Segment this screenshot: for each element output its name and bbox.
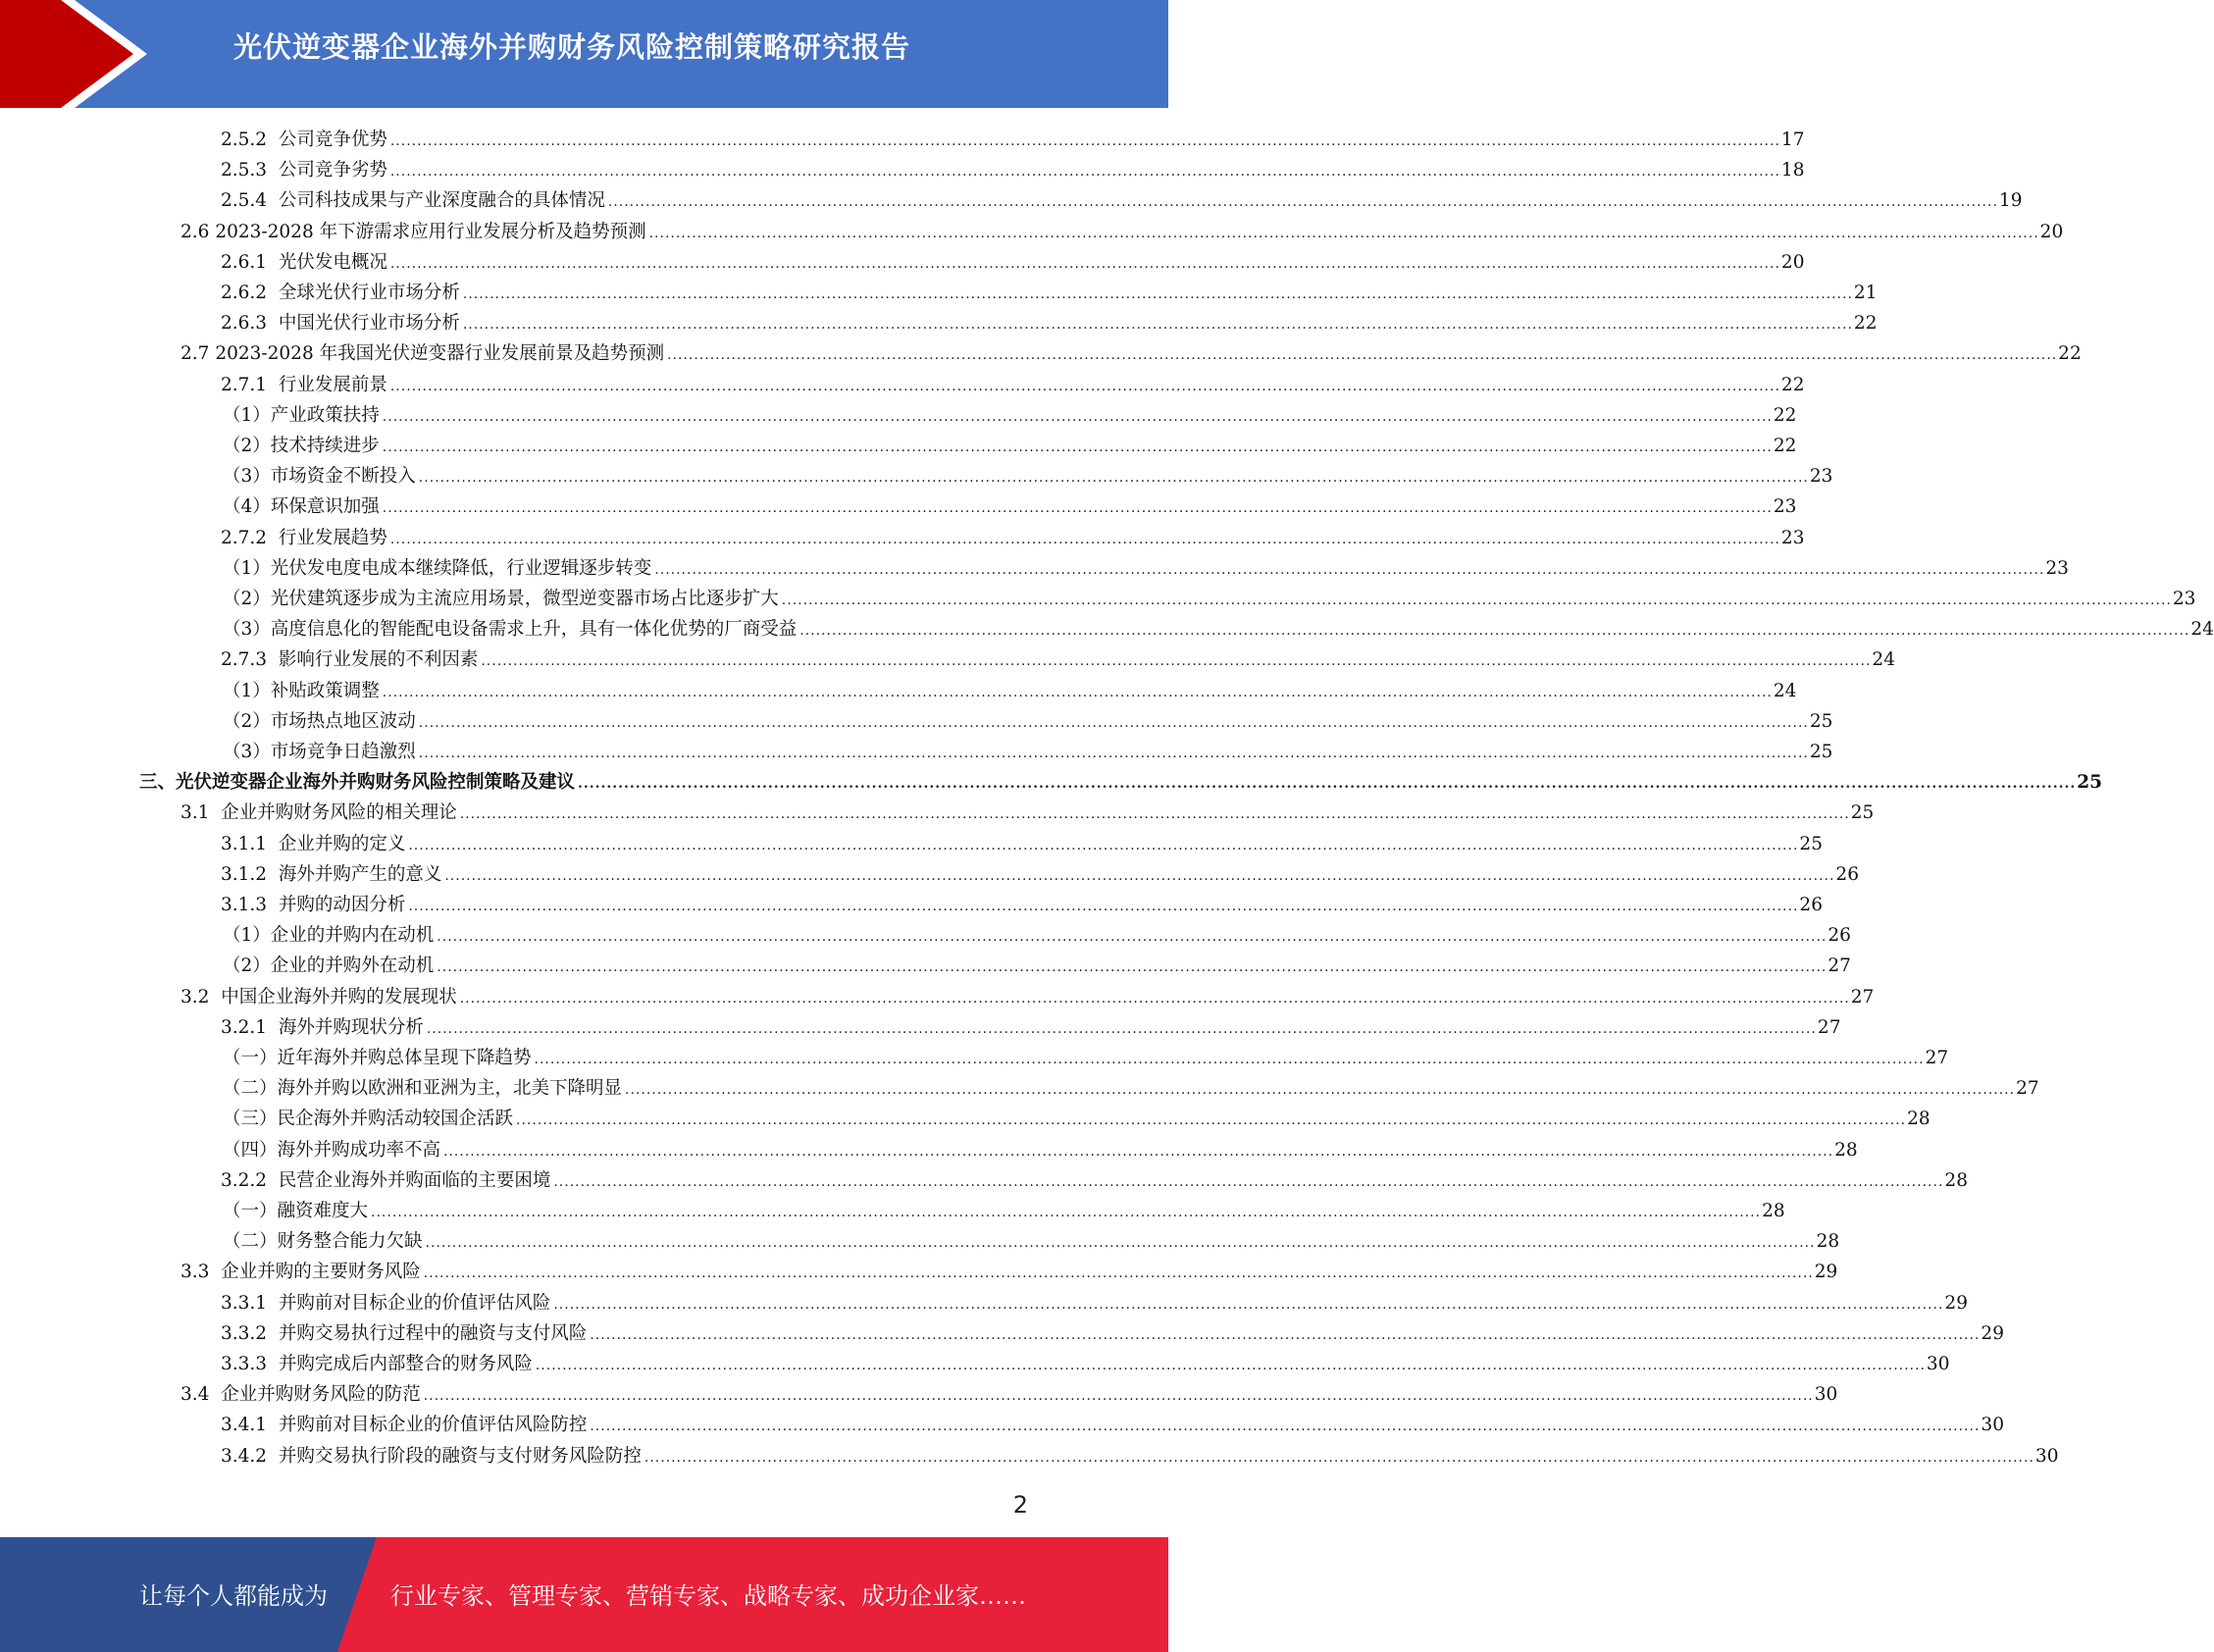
toc-entry[interactable]	[139, 767, 2103, 798]
toc-entry-title: 并购交易执行过程中的融资与支付风险	[278, 1322, 588, 1344]
toc-dot-leader: ....................................................................................................................................................................................................................................................................	[459, 990, 1850, 1007]
toc-entry-page: 21	[1853, 283, 1878, 303]
toc-entry-page: 25	[1809, 710, 1833, 732]
toc-entry[interactable]	[223, 491, 1797, 522]
toc-entry-number: 三、	[139, 772, 177, 794]
toc-dot-leader: ....................................................................................................................................................................................................................................................................	[462, 286, 1853, 302]
toc-entry-number: （2）	[223, 589, 271, 609]
toc-entry-title: 企业并购的定义	[278, 833, 406, 854]
toc-entry-title: 2023-2028 年下游需求应用行业发展分析及趋势预测	[215, 221, 646, 242]
toc-entry-title: 公司竞争优势	[278, 129, 387, 150]
toc-entry-page: 26	[1835, 863, 1859, 885]
toc-dot-leader: ....................................................................................................................................................................................................................................................................	[382, 500, 1773, 517]
toc-entry-page: 20	[1780, 251, 1805, 273]
toc-dot-leader: ....................................................................................................................................................................................................................................................................	[437, 959, 1828, 976]
toc-entry[interactable]	[223, 431, 1797, 461]
toc-entry[interactable]	[221, 890, 1823, 920]
toc-entry-page: 24	[2190, 619, 2214, 641]
toc-entry-page: 28	[1816, 1231, 1840, 1253]
toc-entry-page: 23	[2045, 557, 2069, 579]
toc-entry-page: 30	[1926, 1354, 1950, 1374]
toc-entry[interactable]	[221, 1012, 1841, 1043]
toc-entry[interactable]	[223, 951, 1851, 981]
toc-entry[interactable]	[221, 247, 1805, 278]
toc-entry-number: （2）	[223, 955, 271, 977]
toc-entry[interactable]	[180, 798, 1875, 828]
toc-entry-title: 行业发展趋势	[278, 527, 387, 548]
toc-entry-number: 3.1.2	[221, 863, 279, 885]
toc-entry-page: 27	[1817, 1016, 1841, 1038]
toc-entry-title: 海外并购产生的意义	[278, 863, 442, 885]
toc-dot-leader: ....................................................................................................................................................................................................................................................................	[389, 531, 1780, 547]
toc-entry-title: 市场竞争日趋激烈	[270, 742, 416, 762]
toc-entry-title: 海外并购以欧洲和亚洲为主，北美下降明显	[277, 1078, 623, 1100]
toc-dot-leader: ....................................................................................................................................................................................................................................................................	[578, 776, 2077, 793]
toc-dot-leader: ....................................................................................................................................................................................................................................................................	[382, 408, 1773, 425]
toc-entry-number: 3.4.1	[221, 1415, 279, 1436]
toc-entry-number: 2.5.2	[221, 129, 279, 150]
toc-entry-number: 2.7.2	[221, 527, 279, 548]
toc-entry-title: 高度信息化的智能配电设备需求上升，具有一体化优势的厂商受益	[270, 619, 798, 641]
toc-entry-page: 29	[1814, 1262, 1838, 1283]
toc-entry-title: 影响行业发展的不利因素	[278, 649, 479, 671]
toc-entry-number: 3.3	[180, 1262, 222, 1283]
toc-entry-number: 3.1.1	[221, 833, 279, 854]
toc-entry-page: 22	[1773, 404, 1797, 426]
toc-entry[interactable]	[223, 1073, 2039, 1104]
toc-dot-leader: ....................................................................................................................................................................................................................................................................	[389, 378, 1780, 394]
toc-entry[interactable]	[223, 1226, 1840, 1257]
toc-entry-number: 2.6.2	[221, 283, 279, 303]
toc-entry-page: 22	[1780, 374, 1805, 395]
toc-entry[interactable]	[223, 584, 2196, 614]
toc-entry-page: 29	[1981, 1322, 2004, 1344]
toc-entry-number: （二）	[223, 1078, 278, 1100]
toc-entry-title: 产业政策扶持	[270, 404, 380, 426]
toc-entry[interactable]	[221, 125, 1805, 155]
toc-entry-page: 30	[1981, 1415, 2004, 1436]
toc-entry[interactable]	[221, 1441, 2059, 1471]
toc-entry-title: 企业的并购内在动机	[270, 925, 435, 947]
toc-entry-number: 3.2.1	[221, 1016, 279, 1038]
toc-entry-page: 28	[1944, 1169, 1968, 1191]
toc-dot-leader: ....................................................................................................................................................................................................................................................................	[423, 1388, 1814, 1405]
toc-dot-leader: ....................................................................................................................................................................................................................................................................	[418, 470, 1809, 487]
toc-entry-number: 3.4	[180, 1384, 222, 1406]
toc-entry[interactable]	[221, 1288, 1968, 1318]
toc-entry-number: 2.5.3	[221, 160, 279, 181]
toc-entry-page: 23	[1780, 527, 1805, 548]
toc-dot-leader: ....................................................................................................................................................................................................................................................................	[444, 867, 1835, 884]
toc-dot-leader: ....................................................................................................................................................................................................................................................................	[423, 1265, 1814, 1282]
toc-entry-number: （一）	[223, 1201, 278, 1221]
toc-entry-number: （3）	[223, 619, 271, 641]
toc-entry-page: 30	[1814, 1384, 1838, 1406]
toc-entry-title: 并购前对目标企业的价值评估风险	[278, 1292, 551, 1314]
toc-entry-page: 30	[2034, 1445, 2059, 1467]
toc-entry-title: 民营企业海外并购面临的主要困境	[278, 1169, 551, 1191]
toc-dot-leader: ....................................................................................................................................................................................................................................................................	[389, 133, 1780, 149]
toc-entry[interactable]	[223, 1135, 1858, 1165]
toc-entry-title: 海外并购成功率不高	[277, 1139, 441, 1161]
toc-entry-title: 光伏发电概况	[278, 251, 387, 273]
toc-entry-title: 融资难度大	[277, 1201, 369, 1221]
toc-entry-number: 2.6.1	[221, 251, 279, 273]
toc-entry[interactable]	[180, 338, 2082, 369]
toc-entry-title: 补贴政策调整	[270, 680, 380, 701]
toc-entry-number: （1）	[223, 557, 271, 579]
toc-entry-number: （1）	[223, 925, 271, 947]
toc-entry[interactable]	[223, 553, 2069, 584]
footer-banner	[0, 1537, 1168, 1652]
toc-entry-page: 25	[1809, 742, 1833, 762]
toc-entry-number: 2.7.3	[221, 649, 279, 671]
toc-entry[interactable]	[180, 982, 1875, 1012]
toc-entry-number: （2）	[223, 710, 271, 732]
toc-dot-leader: ....................................................................................................................................................................................................................................................................	[382, 684, 1773, 700]
toc-dot-leader: ....................................................................................................................................................................................................................................................................	[799, 623, 2190, 640]
toc-entry[interactable]	[221, 370, 1805, 400]
footer-slogan-right: 行业专家、管理专家、营销专家、战略专家、成功企业家……	[390, 1582, 1026, 1610]
toc-dot-leader: ....................................................................................................................................................................................................................................................................	[535, 1358, 1926, 1373]
toc-entry-number: 2.7.1	[221, 374, 279, 395]
toc-entry-number: 2.7	[180, 343, 216, 365]
toc-entry-number: 2.5.4	[221, 190, 279, 212]
toc-entry-title: 公司科技成果与产业深度融合的具体情况	[278, 190, 605, 212]
toc-entry-number: （3）	[223, 742, 271, 762]
toc-entry-number: 2.6.3	[221, 313, 279, 335]
toc-entry-number: 2.6	[180, 221, 216, 242]
toc-entry-page: 28	[1762, 1201, 1785, 1221]
toc-entry-number: （三）	[223, 1109, 278, 1130]
toc-entry-title: 环保意识加强	[270, 496, 380, 518]
toc-entry-page: 24	[1872, 649, 1895, 671]
toc-dot-leader: ....................................................................................................................................................................................................................................................................	[481, 653, 1872, 670]
toc-entry[interactable]	[180, 1257, 1838, 1287]
toc-entry-page: 19	[1998, 190, 2023, 212]
toc-entry[interactable]	[223, 1196, 1785, 1226]
toc-entry-page: 27	[1850, 986, 1875, 1007]
toc-entry-title: 公司竞争劣势	[278, 160, 387, 181]
toc-entry-title: 企业的并购外在动机	[270, 955, 435, 977]
toc-dot-leader: ....................................................................................................................................................................................................................................................................	[382, 439, 1773, 455]
toc-entry[interactable]	[221, 645, 1895, 675]
toc-entry-page: 25	[2077, 772, 2103, 794]
toc-entry[interactable]	[221, 1410, 2004, 1440]
toc-dot-leader: ....................................................................................................................................................................................................................................................................	[625, 1082, 2016, 1099]
toc-entry-title: 2023-2028 年我国光伏逆变器行业发展前景及趋势预测	[215, 343, 665, 365]
toc-entry-page: 23	[2172, 589, 2196, 609]
toc-entry-page: 23	[1773, 496, 1797, 518]
toc-entry-title: 中国企业海外并购的发展现状	[221, 986, 457, 1007]
toc-entry-page: 25	[1799, 833, 1823, 854]
toc-entry-number: （1）	[223, 680, 271, 701]
toc-entry-page: 27	[1925, 1048, 1949, 1068]
toc-entry[interactable]	[223, 737, 1833, 767]
toc-entry[interactable]	[221, 829, 1823, 859]
toc-dot-leader: ....................................................................................................................................................................................................................................................................	[462, 317, 1853, 334]
toc-entry[interactable]	[223, 461, 1833, 491]
toc-entry-title: 全球光伏行业市场分析	[278, 283, 460, 303]
toc-dot-leader: ....................................................................................................................................................................................................................................................................	[426, 1020, 1817, 1037]
toc-entry[interactable]	[221, 155, 1805, 185]
toc-entry[interactable]	[180, 217, 2064, 247]
toc-entry[interactable]	[221, 859, 1859, 890]
toc-entry-number: 3.1	[180, 802, 222, 824]
toc-entry-number: （4）	[223, 496, 271, 518]
document-title: 光伏逆变器企业海外并购财务风险控制策略研究报告	[233, 30, 911, 64]
toc-entry-number: （四）	[223, 1139, 278, 1161]
toc-entry-page: 27	[1828, 955, 1851, 977]
header-banner	[0, 0, 1168, 108]
toc-entry[interactable]	[221, 1165, 1968, 1196]
toc-entry-page: 28	[1834, 1139, 1858, 1161]
toc-entry[interactable]	[221, 278, 1878, 308]
toc-entry-page: 26	[1828, 925, 1851, 947]
toc-entry[interactable]	[223, 1043, 1949, 1073]
toc-entry-page: 28	[1907, 1109, 1931, 1130]
toc-entry-page: 22	[1773, 436, 1797, 456]
toc-entry-title: 民企海外并购活动较国企活跃	[277, 1109, 514, 1130]
toc-dot-leader: ....................................................................................................................................................................................................................................................................	[648, 225, 2039, 241]
toc-entry-number: （一）	[223, 1048, 278, 1068]
toc-dot-leader: ....................................................................................................................................................................................................................................................................	[607, 194, 1998, 211]
toc-dot-leader: ....................................................................................................................................................................................................................................................................	[437, 929, 1828, 946]
toc-dot-leader: ....................................................................................................................................................................................................................................................................	[654, 561, 2045, 578]
toc-entry-page: 22	[1853, 313, 1878, 335]
toc-entry-title: 并购的动因分析	[278, 895, 406, 915]
toc-entry[interactable]	[221, 1349, 1950, 1379]
toc-entry[interactable]	[223, 1104, 1931, 1134]
toc-entry-title: 技术持续进步	[270, 436, 380, 456]
toc-entry-page: 27	[2016, 1078, 2039, 1100]
toc-entry[interactable]	[223, 706, 1833, 737]
toc-entry-number: 3.3.2	[221, 1322, 279, 1344]
toc-entry-number: 3.4.2	[221, 1445, 279, 1467]
toc-entry[interactable]	[223, 920, 1851, 951]
toc-entry-title: 并购交易执行阶段的融资与支付财务风险防控	[278, 1445, 642, 1467]
toc-entry-title: 光伏逆变器企业海外并购财务风险控制策略及建议	[176, 772, 576, 794]
toc-dot-leader: ....................................................................................................................................................................................................................................................................	[534, 1052, 1925, 1067]
toc-entry-number: （二）	[223, 1231, 278, 1253]
toc-entry-number: （3）	[223, 466, 271, 488]
toc-entry[interactable]	[223, 614, 2214, 645]
toc-entry-title: 企业并购财务风险的防范	[221, 1384, 421, 1406]
toc-dot-leader: ....................................................................................................................................................................................................................................................................	[408, 899, 1799, 914]
toc-entry-number: （1）	[223, 404, 271, 426]
toc-entry[interactable]	[221, 308, 1878, 338]
toc-entry-title: 企业并购财务风险的相关理论	[221, 802, 457, 824]
toc-dot-leader: ....................................................................................................................................................................................................................................................................	[418, 714, 1809, 731]
toc-entry-number: 3.3.1	[221, 1292, 279, 1314]
toc-dot-leader: ....................................................................................................................................................................................................................................................................	[590, 1326, 1981, 1343]
page-number: 2	[1012, 1491, 1028, 1519]
toc-entry-page: 29	[1944, 1292, 1968, 1314]
toc-entry-title: 并购完成后内部整合的财务风险	[278, 1354, 533, 1374]
toc-dot-leader: ....................................................................................................................................................................................................................................................................	[553, 1173, 1944, 1190]
toc-entry-title: 海外并购现状分析	[278, 1016, 424, 1038]
toc-entry-page: 24	[1773, 680, 1797, 701]
toc-dot-leader: ....................................................................................................................................................................................................................................................................	[371, 1205, 1762, 1220]
toc-entry-page: 22	[2058, 343, 2082, 365]
toc-entry-page: 26	[1799, 895, 1823, 915]
toc-entry[interactable]	[221, 185, 2023, 216]
toc-entry-page: 25	[1850, 802, 1875, 824]
toc-entry-title: 光伏发电度电成本继续降低，行业逻辑逐步转变	[270, 557, 652, 579]
toc-entry-title: 并购前对目标企业的价值评估风险防控	[278, 1415, 588, 1436]
toc-dot-leader: ....................................................................................................................................................................................................................................................................	[408, 837, 1799, 853]
toc-entry-page: 17	[1780, 129, 1805, 150]
toc-dot-leader: ....................................................................................................................................................................................................................................................................	[667, 347, 2058, 364]
toc-dot-leader: ....................................................................................................................................................................................................................................................................	[389, 164, 1780, 181]
toc-dot-leader: ....................................................................................................................................................................................................................................................................	[516, 1112, 1907, 1129]
toc-entry-title: 企业并购的主要财务风险	[221, 1262, 421, 1283]
toc-entry[interactable]	[221, 1318, 2004, 1349]
toc-entry[interactable]	[223, 676, 1797, 706]
toc-entry-title: 光伏建筑逐步成为主流应用场景，微型逆变器市场占比逐步扩大	[270, 589, 779, 609]
toc-dot-leader: ....................................................................................................................................................................................................................................................................	[644, 1449, 2034, 1466]
toc-entry-title: 中国光伏行业市场分析	[278, 313, 460, 335]
toc-entry[interactable]	[180, 1379, 1838, 1410]
toc-entry-title: 财务整合能力欠缺	[277, 1231, 423, 1253]
toc-entry-number: （2）	[223, 436, 271, 456]
toc-dot-leader: ....................................................................................................................................................................................................................................................................	[590, 1419, 1981, 1435]
toc-entry-title: 近年海外并购总体呈现下降趋势	[277, 1048, 532, 1068]
footer-slogan-left: 让每个人都能成为	[139, 1582, 328, 1610]
toc-entry[interactable]	[221, 523, 1805, 553]
toc-dot-leader: ....................................................................................................................................................................................................................................................................	[781, 593, 2172, 608]
toc-entry-title: 行业发展前景	[278, 374, 387, 395]
toc-dot-leader: ....................................................................................................................................................................................................................................................................	[553, 1296, 1944, 1313]
toc-entry-page: 20	[2039, 221, 2064, 242]
toc-dot-leader: ....................................................................................................................................................................................................................................................................	[425, 1235, 1816, 1252]
toc-entry-number: 3.2.2	[221, 1169, 279, 1191]
toc-entry-page: 23	[1809, 466, 1833, 488]
toc-entry-title: 市场热点地区波动	[270, 710, 416, 732]
toc-entry-title: 市场资金不断投入	[270, 466, 416, 488]
toc-dot-leader: ....................................................................................................................................................................................................................................................................	[443, 1143, 1834, 1160]
toc-entry-page: 18	[1780, 160, 1805, 181]
toc-entry-number: 3.3.3	[221, 1354, 279, 1374]
toc-dot-leader: ....................................................................................................................................................................................................................................................................	[389, 255, 1780, 272]
toc-entry-number: 3.2	[180, 986, 222, 1007]
toc-dot-leader: ....................................................................................................................................................................................................................................................................	[418, 746, 1809, 761]
toc-entry[interactable]	[223, 400, 1797, 431]
toc-entry-number: 3.1.3	[221, 895, 279, 915]
toc-dot-leader: ....................................................................................................................................................................................................................................................................	[459, 806, 1850, 823]
